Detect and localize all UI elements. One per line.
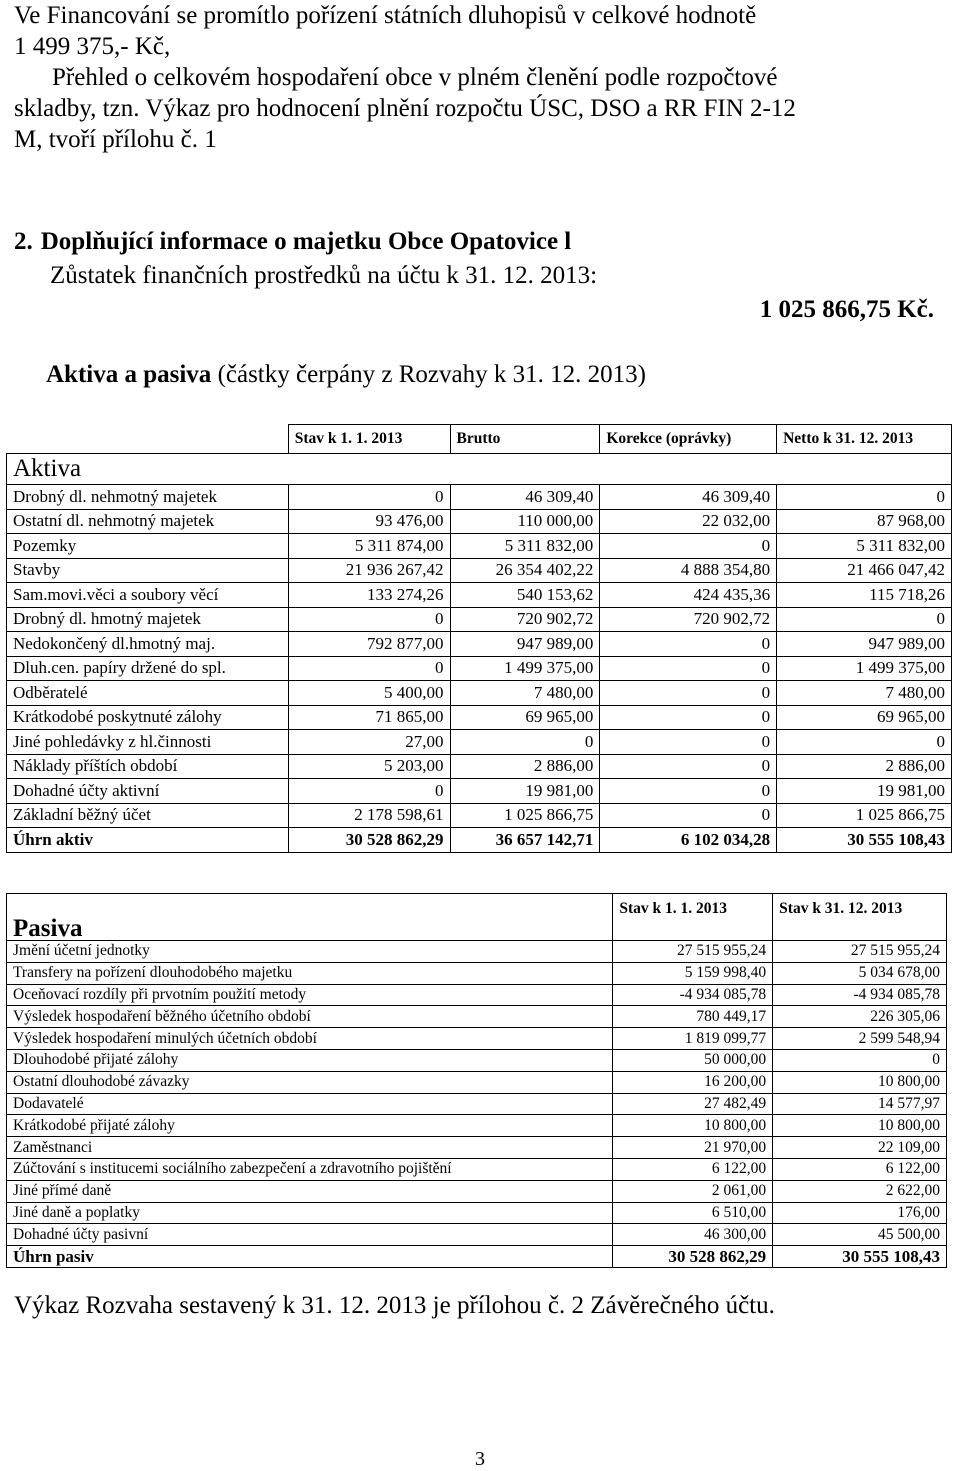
pasiva-total-value: 30 528 862,29 <box>613 1246 773 1268</box>
pasiva-row-value: 780 449,17 <box>613 1006 773 1028</box>
aktiva-total-row <box>7 828 952 853</box>
pasiva-row <box>7 1071 947 1093</box>
pasiva-row <box>7 984 947 1006</box>
intro-line-4: skladby, tzn. Výkaz pro hodnocení plnění rozpočtu ÚSC, DSO a RR FIN 2-12 <box>14 95 796 122</box>
pasiva-row-label: Ostatní dlouhodobé závazky <box>7 1071 613 1093</box>
pasiva-row-value: 27 515 955,24 <box>613 941 773 963</box>
aktiva-row-value: 69 965,00 <box>450 705 600 730</box>
pasiva-row-value: 14 577,97 <box>773 1093 947 1115</box>
aktiva-row-value: 720 902,72 <box>600 607 777 632</box>
aktiva-row-label: Odběratelé <box>7 681 289 706</box>
aktiva-total-value: 6 102 034,28 <box>600 828 777 853</box>
pasiva-row-label: Výsledek hospodaření minulých účetních období <box>7 1028 613 1050</box>
aktiva-header-row <box>7 425 952 454</box>
pasiva-row-value: 5 159 998,40 <box>613 962 773 984</box>
pasiva-row-value: 2 622,00 <box>773 1180 947 1202</box>
pasiva-row <box>7 1006 947 1028</box>
pasiva-row-label: Zúčtování s institucemi sociálního zabezpečení a zdravotního pojištění <box>7 1158 613 1180</box>
pasiva-row-value: 2 599 548,94 <box>773 1028 947 1050</box>
aktiva-row <box>7 779 952 804</box>
assets-liabilities-title <box>46 361 646 389</box>
aktiva-row-value: 0 <box>600 705 777 730</box>
pasiva-row <box>7 1137 947 1159</box>
intro-line-1: Ve Financování se promítlo pořízení státních dluhopisů v celkové hodnotě <box>14 2 757 29</box>
aktiva-row-value: 19 981,00 <box>777 779 952 804</box>
aktiva-row-value: 0 <box>600 681 777 706</box>
pasiva-row-label: Jmění účetní jednotky <box>7 941 613 963</box>
pasiva-row-value: 6 122,00 <box>773 1158 947 1180</box>
pasiva-row-value: 5 034 678,00 <box>773 962 947 984</box>
pasiva-row-value: 45 500,00 <box>773 1224 947 1246</box>
aktiva-row-label: Náklady příštích období <box>7 754 289 779</box>
aktiva-total-value: 30 555 108,43 <box>777 828 952 853</box>
pasiva-row-value: 27 515 955,24 <box>773 941 947 963</box>
aktiva-section-title: Aktiva <box>7 454 289 485</box>
assets-liabilities-bold: Aktiva a pasiva <box>46 361 212 388</box>
aktiva-row-value: 71 865,00 <box>288 705 450 730</box>
aktiva-header-brutto: Brutto <box>450 425 600 454</box>
pasiva-row <box>7 1049 947 1071</box>
pasiva-row <box>7 1158 947 1180</box>
pasiva-row-value: 22 109,00 <box>773 1137 947 1159</box>
pasiva-header-end: Stav k 31. 12. 2013 <box>773 894 947 941</box>
aktiva-row <box>7 558 952 583</box>
intro-line-5: M, tvoří přílohu č. 1 <box>14 126 217 153</box>
aktiva-row-value: 2 178 598,61 <box>288 803 450 828</box>
pasiva-row-value: 46 300,00 <box>613 1224 773 1246</box>
aktiva-row-value: 22 032,00 <box>600 509 777 534</box>
pasiva-row <box>7 1202 947 1224</box>
section-number: 2. <box>14 228 33 255</box>
pasiva-row-value: 10 800,00 <box>613 1115 773 1137</box>
aktiva-row-value: 0 <box>600 779 777 804</box>
aktiva-row-label: Drobný dl. hmotný majetek <box>7 607 289 632</box>
aktiva-row-value: 1 499 375,00 <box>777 656 952 681</box>
aktiva-row-value: 110 000,00 <box>450 509 600 534</box>
pasiva-row-value: 6 122,00 <box>613 1158 773 1180</box>
aktiva-row-value: 115 718,26 <box>777 583 952 608</box>
aktiva-row-label: Stavby <box>7 558 289 583</box>
aktiva-row-label: Drobný dl. nehmotný majetek <box>7 485 289 510</box>
aktiva-row-value: 0 <box>288 779 450 804</box>
aktiva-header-korekce: Korekce (oprávky) <box>600 425 777 454</box>
pasiva-row <box>7 1115 947 1137</box>
aktiva-row-value: 4 888 354,80 <box>600 558 777 583</box>
aktiva-row <box>7 803 952 828</box>
pasiva-row-label: Výsledek hospodaření běžného účetního období <box>7 1006 613 1028</box>
pasiva-row-label: Jiné daně a poplatky <box>7 1202 613 1224</box>
pasiva-row-value: 0 <box>773 1049 947 1071</box>
aktiva-total-value: 30 528 862,29 <box>288 828 450 853</box>
pasiva-row-label: Dlouhodobé přijaté zálohy <box>7 1049 613 1071</box>
cash-balance-amount: 1 025 866,75 Kč. <box>759 296 934 323</box>
aktiva-row-value: 46 309,40 <box>600 485 777 510</box>
aktiva-row-label: Nedokončený dl.hmotný maj. <box>7 632 289 657</box>
pasiva-row-label: Transfery na pořízení dlouhodobého majetku <box>7 962 613 984</box>
pasiva-row <box>7 962 947 984</box>
aktiva-row-value: 5 311 874,00 <box>288 534 450 559</box>
aktiva-header-corner <box>7 425 289 454</box>
pasiva-row-value: -4 934 085,78 <box>773 984 947 1006</box>
pasiva-row-value: 1 819 099,77 <box>613 1028 773 1050</box>
aktiva-total-value: 36 657 142,71 <box>450 828 600 853</box>
aktiva-row-value: 540 153,62 <box>450 583 600 608</box>
aktiva-header-netto: Netto k 31. 12. 2013 <box>777 425 952 454</box>
aktiva-row-value: 720 902,72 <box>450 607 600 632</box>
aktiva-row-label: Sam.movi.věci a soubory věcí <box>7 583 289 608</box>
aktiva-row-value: 1 499 375,00 <box>450 656 600 681</box>
aktiva-row-value: 0 <box>288 607 450 632</box>
aktiva-row <box>7 607 952 632</box>
pasiva-row-value: 10 800,00 <box>773 1071 947 1093</box>
aktiva-row-value: 424 435,36 <box>600 583 777 608</box>
pasiva-row-value: 176,00 <box>773 1202 947 1224</box>
aktiva-row <box>7 583 952 608</box>
pasiva-row-value: 50 000,00 <box>613 1049 773 1071</box>
aktiva-row-value: 1 025 866,75 <box>777 803 952 828</box>
aktiva-row-value: 0 <box>777 485 952 510</box>
aktiva-row-value: 0 <box>600 656 777 681</box>
intro-paragraph <box>14 0 949 155</box>
pasiva-row-value: -4 934 085,78 <box>613 984 773 1006</box>
aktiva-table <box>6 424 952 853</box>
aktiva-row-value: 5 311 832,00 <box>450 534 600 559</box>
aktiva-row <box>7 705 952 730</box>
aktiva-row-value: 2 886,00 <box>450 754 600 779</box>
cash-balance-label: Zůstatek finančních prostředků na účtu k 31. 12. 2013: <box>50 262 598 289</box>
pasiva-row-label: Oceňovací rozdíly při prvotním použití metody <box>7 984 613 1006</box>
pasiva-row-label: Jiné přímé daně <box>7 1180 613 1202</box>
aktiva-row-value: 69 965,00 <box>777 705 952 730</box>
aktiva-row-value: 19 981,00 <box>450 779 600 804</box>
pasiva-total-row <box>7 1246 947 1268</box>
aktiva-row-value: 27,00 <box>288 730 450 755</box>
aktiva-row-value: 0 <box>777 607 952 632</box>
aktiva-header-stav: Stav k 1. 1. 2013 <box>288 425 450 454</box>
pasiva-row-label: Dohadné účty pasivní <box>7 1224 613 1246</box>
section-title: Doplňující informace o majetku Obce Opatovice l <box>40 228 572 255</box>
pasiva-row-value: 10 800,00 <box>773 1115 947 1137</box>
aktiva-row-value: 1 025 866,75 <box>450 803 600 828</box>
pasiva-row-value: 21 970,00 <box>613 1137 773 1159</box>
pasiva-row-value: 226 305,06 <box>773 1006 947 1028</box>
aktiva-row <box>7 681 952 706</box>
pasiva-row-value: 6 510,00 <box>613 1202 773 1224</box>
aktiva-row <box>7 754 952 779</box>
aktiva-row-value: 87 968,00 <box>777 509 952 534</box>
assets-liabilities-note: (částky čerpány z Rozvahy k 31. 12. 2013) <box>211 361 646 388</box>
aktiva-row-value: 133 274,26 <box>288 583 450 608</box>
aktiva-row-value: 26 354 402,22 <box>450 558 600 583</box>
aktiva-row <box>7 656 952 681</box>
pasiva-row <box>7 1028 947 1050</box>
aktiva-row-value: 0 <box>288 485 450 510</box>
intro-line-3: Přehled o celkovém hospodaření obce v plném členění podle rozpočtové <box>52 64 778 91</box>
aktiva-row-label: Ostatní dl. nehmotný majetek <box>7 509 289 534</box>
aktiva-row-value: 5 203,00 <box>288 754 450 779</box>
pasiva-row-value: 27 482,49 <box>613 1093 773 1115</box>
aktiva-row-value: 5 400,00 <box>288 681 450 706</box>
aktiva-total-label: Úhrn aktiv <box>7 828 289 853</box>
pasiva-total-label: Úhrn pasiv <box>7 1246 613 1268</box>
pasiva-row <box>7 941 947 963</box>
aktiva-row-label: Pozemky <box>7 534 289 559</box>
aktiva-row-label: Jiné pohledávky z hl.činnosti <box>7 730 289 755</box>
pasiva-total-value: 30 555 108,43 <box>773 1246 947 1268</box>
pasiva-header-start: Stav k 1. 1. 2013 <box>613 894 773 941</box>
aktiva-row-value: 0 <box>600 730 777 755</box>
pasiva-row-label: Zaměstnanci <box>7 1137 613 1159</box>
pasiva-header-row <box>7 894 947 941</box>
aktiva-row <box>7 509 952 534</box>
pasiva-row <box>7 1180 947 1202</box>
pasiva-row <box>7 1093 947 1115</box>
aktiva-row-value: 21 466 047,42 <box>777 558 952 583</box>
pasiva-table <box>6 893 947 1268</box>
aktiva-row-value: 7 480,00 <box>777 681 952 706</box>
aktiva-row-value: 947 989,00 <box>450 632 600 657</box>
section-heading <box>14 226 571 257</box>
aktiva-row-value: 792 877,00 <box>288 632 450 657</box>
pasiva-row-label: Dodavatelé <box>7 1093 613 1115</box>
pasiva-section-title: Pasiva <box>7 894 613 941</box>
aktiva-row-value: 46 309,40 <box>450 485 600 510</box>
aktiva-row <box>7 485 952 510</box>
aktiva-row-value: 7 480,00 <box>450 681 600 706</box>
pasiva-row-value: 16 200,00 <box>613 1071 773 1093</box>
aktiva-row-value: 0 <box>600 534 777 559</box>
intro-line-2: 1 499 375,- Kč, <box>14 33 171 60</box>
aktiva-row-value: 0 <box>450 730 600 755</box>
aktiva-row-value: 21 936 267,42 <box>288 558 450 583</box>
aktiva-row-value: 2 886,00 <box>777 754 952 779</box>
page-number: 3 <box>475 1448 485 1470</box>
footer-note: Výkaz Rozvaha sestavený k 31. 12. 2013 je přílohou č. 2 Závěrečného účtu. <box>14 1292 775 1319</box>
aktiva-row-label: Krátkodobé poskytnuté zálohy <box>7 705 289 730</box>
aktiva-row <box>7 534 952 559</box>
pasiva-row-label: Krátkodobé přijaté zálohy <box>7 1115 613 1137</box>
aktiva-row-value: 947 989,00 <box>777 632 952 657</box>
aktiva-row-value: 0 <box>600 803 777 828</box>
aktiva-row <box>7 632 952 657</box>
aktiva-row-value: 5 311 832,00 <box>777 534 952 559</box>
aktiva-row-label: Dohadné účty aktivní <box>7 779 289 804</box>
aktiva-row-value: 0 <box>600 754 777 779</box>
aktiva-row <box>7 730 952 755</box>
aktiva-row-value: 93 476,00 <box>288 509 450 534</box>
aktiva-row-label: Základní běžný účet <box>7 803 289 828</box>
aktiva-row-value: 0 <box>288 656 450 681</box>
aktiva-row-label: Dluh.cen. papíry držené do spl. <box>7 656 289 681</box>
aktiva-row-value: 0 <box>777 730 952 755</box>
pasiva-row <box>7 1224 947 1246</box>
pasiva-row-value: 2 061,00 <box>613 1180 773 1202</box>
aktiva-row-value: 0 <box>600 632 777 657</box>
aktiva-section-row <box>7 454 952 485</box>
